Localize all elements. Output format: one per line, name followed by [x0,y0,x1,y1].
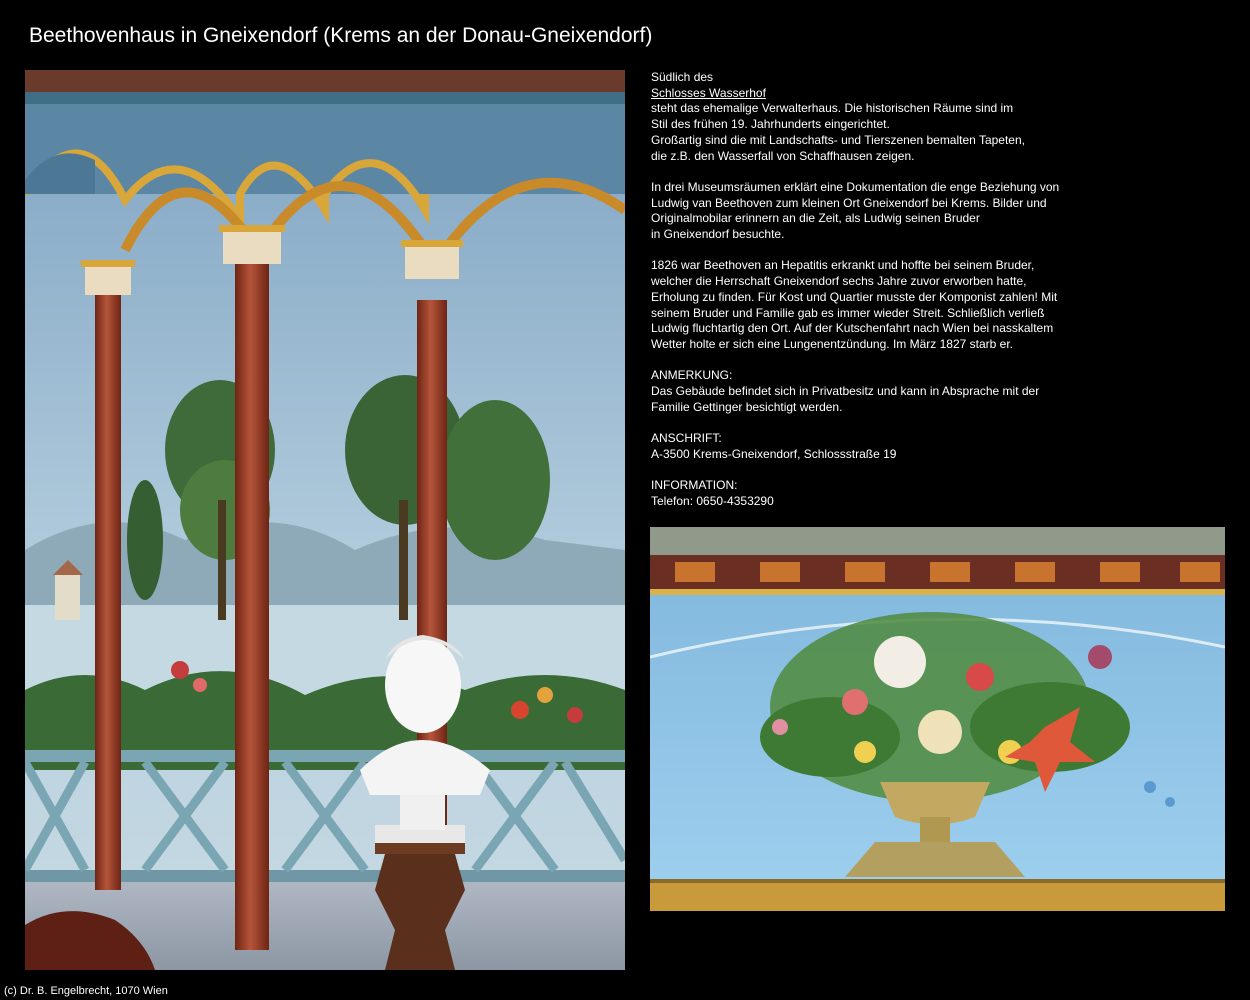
schloss-wasserhof-link[interactable]: Schlosses Wasserhof [651,85,766,100]
copyright-footer: (c) Dr. B. Engelbrecht, 1070 Wien [4,985,168,997]
museum-paragraph [651,180,1071,243]
history-line: seinem Bruder und Familie gab es immer wieder Streit. Schließlich verließ [651,305,1045,320]
address-heading: ANSCHRIFT: [651,431,722,446]
museum-line: in Gneixendorf besuchte. [651,227,785,242]
history-line: welcher die Herrschaft Gneixendorf sechs Jahre zuvor erworben hatte, [651,274,1027,289]
note-paragraph [651,368,1071,415]
intro-line: Stil des frühen 19. Jahrhunderts eingerichtet. [651,117,890,132]
note-line: Familie Gettinger besichtigt werden. [651,399,843,414]
history-line: Ludwig fluchtartig den Ort. Auf der Kutschenfahrt nach Wien bei nasskaltem [651,321,1054,336]
history-line: Wetter holte er sich eine Lungenentzündung. Im März 1827 starb er. [651,336,1013,351]
history-line: Erholung zu finden. Für Kost und Quartier musste der Komponist zahlen! Mit [651,289,1058,304]
wall-painting-image [25,70,625,970]
page-title: Beethovenhaus in Gneixendorf (Krems an der Donau-Gneixendorf) [29,24,653,47]
description-text [651,70,1071,525]
intro-line: Großartig sind die mit Landschafts- und Tierszenen bemalten Tapeten, [651,132,1025,147]
address-paragraph [651,431,1071,462]
note-line: Das Gebäude befindet sich in Privatbesitz und kann in Absprache mit der [651,384,1040,399]
info-paragraph [651,478,1071,509]
museum-line: Ludwig van Beethoven zum kleinen Ort Gneixendorf bei Krems. Bilder und [651,195,1047,210]
museum-line: In drei Museumsräumen erklärt eine Dokumentation die enge Beziehung von [651,179,1060,194]
flower-painting-image [650,527,1225,911]
museum-line: Originalmobilar erinnern an die Zeit, als Ludwig seinen Bruder [651,211,980,226]
flower-painting-photo [650,527,1225,911]
intro-paragraph [651,70,1071,164]
info-heading: INFORMATION: [651,478,738,493]
intro-line: steht das ehemalige Verwalterhaus. Die historischen Räume sind im [651,101,1014,116]
note-heading: ANMERKUNG: [651,368,733,383]
wall-painting-photo [25,70,625,970]
intro-line: Südlich des [651,70,714,84]
history-paragraph [651,258,1071,352]
address-line: A-3500 Krems-Gneixendorf, Schlossstraße 19 [651,446,897,461]
phone-number: Telefon: 0650-4353290 [651,493,774,508]
intro-line: die z.B. den Wasserfall von Schaffhausen zeigen. [651,148,915,163]
history-line: 1826 war Beethoven an Hepatitis erkrankt und hoffte bei seinem Bruder, [651,258,1035,273]
